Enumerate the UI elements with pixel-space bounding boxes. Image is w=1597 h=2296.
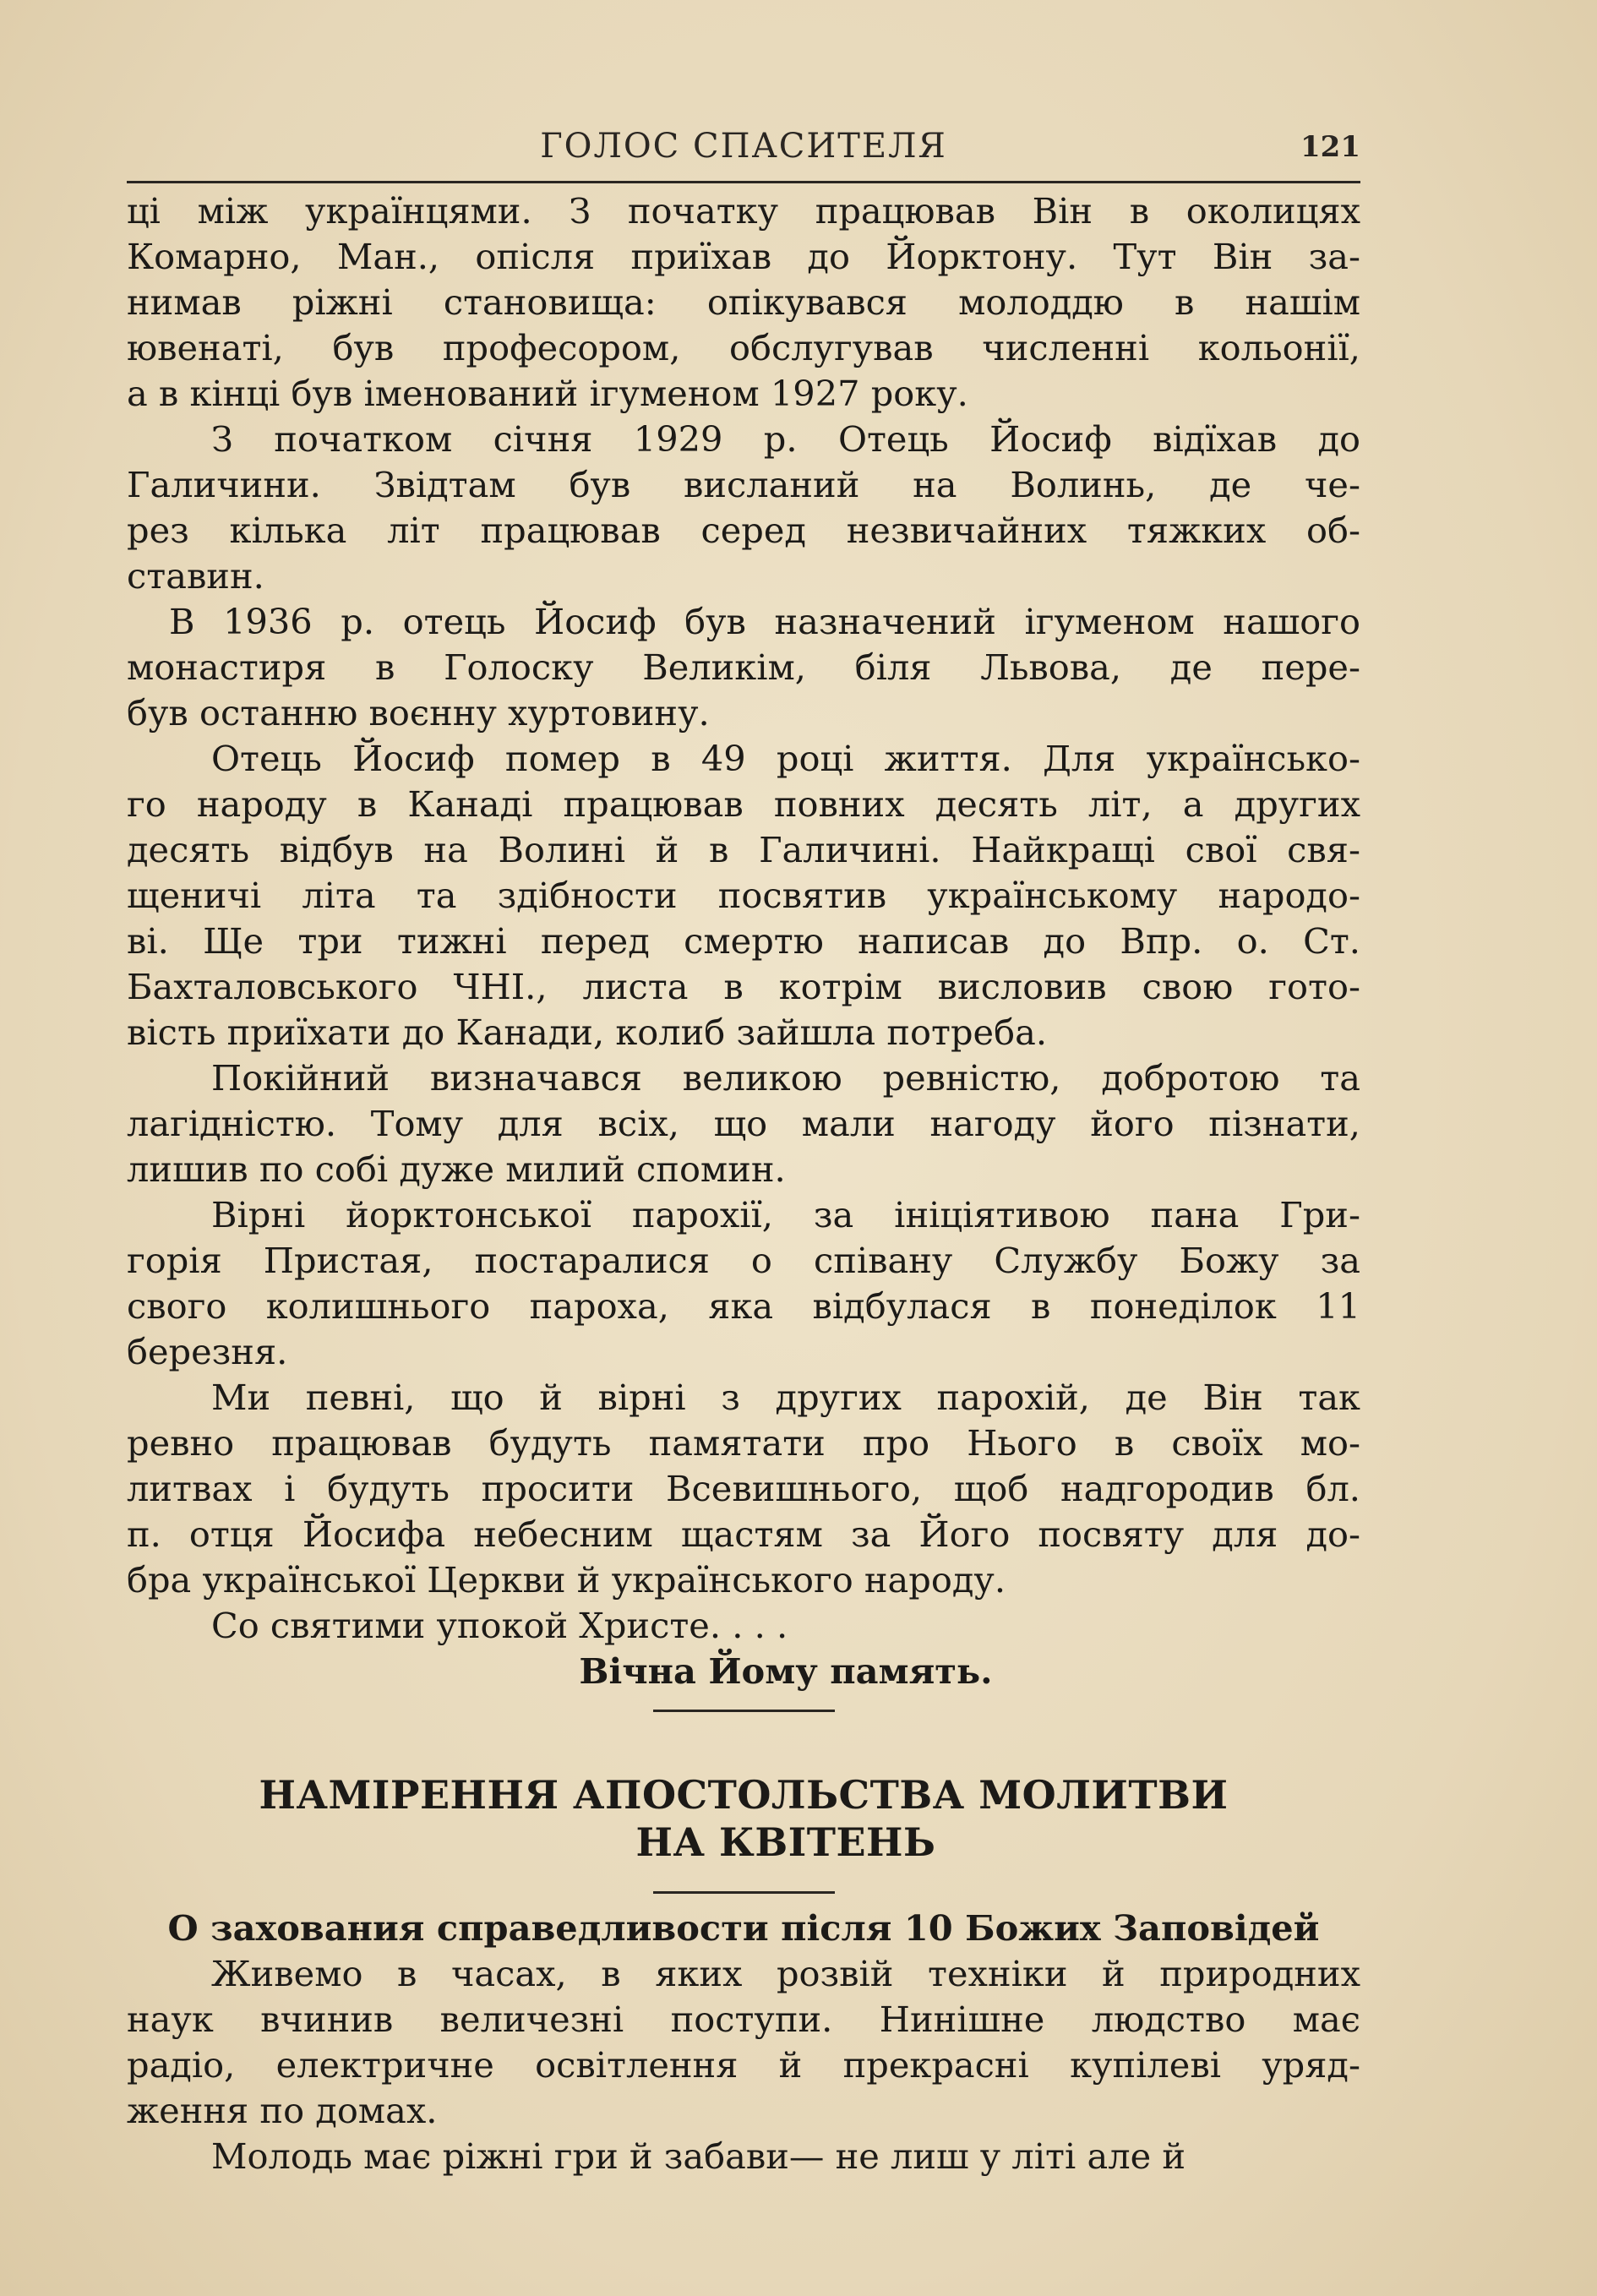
- text-line: Живемо в часах, в яких розвій техніки й природних: [211, 1953, 1360, 1994]
- section-title-line-2: НА КВІТЕНЬ: [635, 1819, 936, 1865]
- text-line: свого колишнього пароха, яка відбулася в понеділок 11: [127, 1285, 1360, 1327]
- paragraph: [127, 1055, 1360, 1192]
- text-line: Отець Йосиф помер в 49 році життя. Для українсько-: [211, 738, 1360, 779]
- paragraph: [127, 1375, 1360, 1603]
- text-line: радіо, електричне освітлення й прекрасні купілеві уряд-: [127, 2044, 1360, 2086]
- paragraph: [127, 2134, 1360, 2179]
- text-line: лишив по собі дуже милий спомин.: [127, 1148, 786, 1190]
- paragraph: [127, 188, 1360, 417]
- text-line: щеничі літа та здібности посвятив українському народо-: [127, 875, 1360, 916]
- paragraph: [127, 417, 1360, 599]
- section-title-line-1: НАМІРЕННЯ АПОСТОЛЬСТВА МОЛИТВИ: [259, 1772, 1229, 1818]
- text-line: З початком січня 1929 р. Отець Йосиф відїхав до: [211, 418, 1360, 460]
- text-line: ві. Ще три тижні перед смертю написав до Впр. о. Ст.: [127, 920, 1360, 962]
- text-line: лагідністю. Тому для всіх, що мали нагоду його пізнати,: [127, 1103, 1360, 1144]
- text-line: литвах і будуть просити Всевишнього, щоб надгородив бл.: [127, 1468, 1360, 1509]
- text-line: Покійний визначався великою ревністю, добротою та: [211, 1057, 1360, 1099]
- text-line: ження по домах.: [127, 2090, 438, 2131]
- paragraph: [127, 736, 1360, 1055]
- text-line: наук вчинив величезні поступи. Нинішне людство має: [127, 1999, 1360, 2040]
- text-line: десять відбув на Волині й в Галичині. Найкращі свої свя-: [127, 829, 1360, 870]
- text-line: горія Пристая, постаралися о співану Службу Божу за: [127, 1240, 1360, 1281]
- text-line: а в кінці був іменований ігуменом 1927 року.: [127, 373, 968, 414]
- paragraph: [127, 1603, 1360, 1649]
- section-divider: [653, 1710, 835, 1712]
- text-line: був останню воєнну хуртовину.: [127, 692, 710, 734]
- text-line: ставин.: [127, 555, 264, 597]
- section-body: [127, 1951, 1360, 2179]
- running-title: ГОЛОС СПАСИТЕЛЯ: [540, 127, 947, 166]
- text-line: го народу в Канаді працював повних десять літ, а других: [127, 783, 1360, 825]
- text-line: ревно працював будуть памятати про Нього в своїх мо-: [127, 1422, 1360, 1464]
- text-line: ювенаті, був професором, обслугував численні кольонії,: [127, 327, 1360, 368]
- header-rule: [127, 181, 1360, 183]
- text-line: п. отця Йосифа небесним щастям за Його посвяту для до-: [127, 1513, 1360, 1555]
- text-line: ці між українцями. З початку працював Він в околицях: [127, 190, 1360, 232]
- article-body: [127, 188, 1360, 1649]
- section-title: [127, 1771, 1360, 1866]
- page: [127, 127, 1360, 2179]
- text-line: монастиря в Голоску Великім, біля Львова, де пере-: [127, 646, 1360, 688]
- page-number: 121: [1300, 130, 1360, 164]
- text-line: Комарно, Ман., опісля приїхав до Йорктону. Тут Він за-: [127, 236, 1360, 277]
- text-line: вість приїхати до Канади, колиб зайшла потреба.: [127, 1012, 1048, 1053]
- running-header: [127, 127, 1360, 177]
- text-line: В 1936 р. отець Йосиф був назначений ігуменом нашого: [169, 601, 1360, 642]
- text-line: Молодь має ріжні гри й забави— не лиш у літі але й: [211, 2135, 1185, 2177]
- paragraph: [127, 599, 1360, 736]
- text-line: нимав ріжні становища: опікувався молоддю в нашім: [127, 281, 1360, 323]
- text-line: Ми певні, що й вірні з других парохій, де Він так: [211, 1377, 1360, 1418]
- text-line: рез кілька літ працював серед незвичайних тяжких об-: [127, 510, 1360, 551]
- text-line: Со святими упокой Христе. . . .: [211, 1605, 788, 1646]
- section-subheading: О захования справедливости після 10 Божих Заповідей: [167, 1907, 1320, 1949]
- text-line: Вірні йорктонської парохії, за ініціятивою пана Гри-: [211, 1194, 1360, 1235]
- closing-line: Вічна Йому память.: [579, 1650, 993, 1692]
- text-line: березня.: [127, 1331, 288, 1372]
- title-divider: [653, 1891, 835, 1894]
- text-line: бра української Церкви й українського народу.: [127, 1559, 1006, 1601]
- paragraph: [127, 1951, 1360, 2134]
- text-line: Бахталовського ЧНІ., листа в котрім висловив свою гото-: [127, 966, 1360, 1007]
- paragraph: [127, 1192, 1360, 1375]
- text-line: Галичини. Звідтам був висланий на Волинь, де че-: [127, 464, 1360, 505]
